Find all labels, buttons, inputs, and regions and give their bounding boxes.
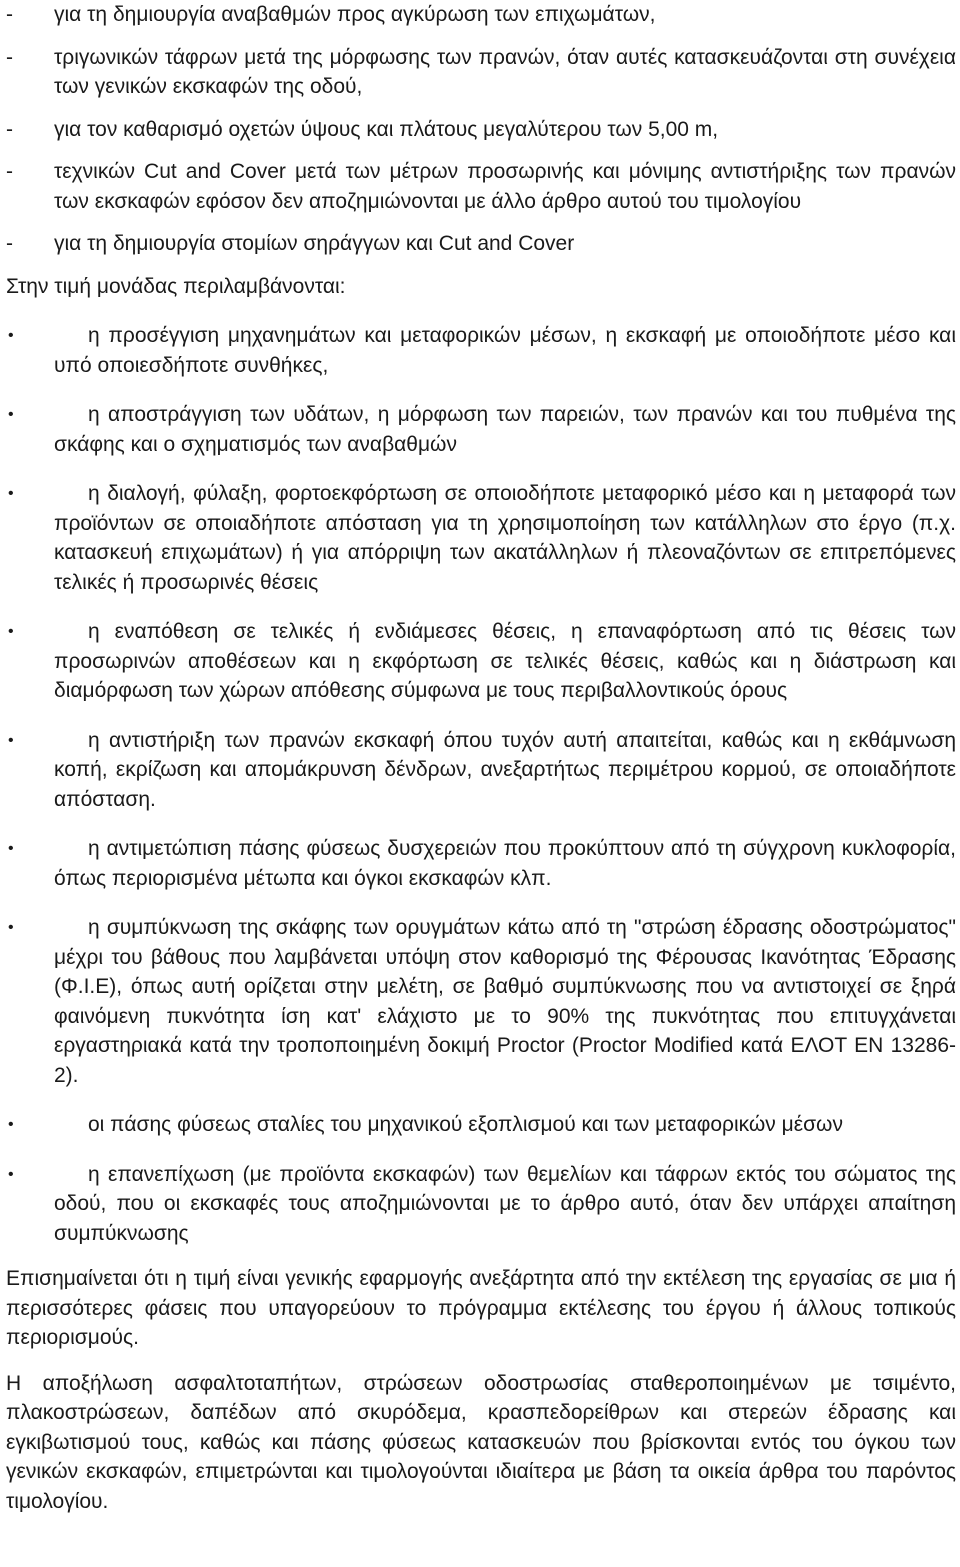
bullet-list-item — [6, 1110, 956, 1140]
bullet-item-text: η εναπόθεση σε τελικές ή ενδιάμεσες θέσεις, η επαναφόρτωση από τις θέσεις των προσωρινών αποθέσεων και η εκφόρτωση σε τελικές θέσεις, καθώς και η διάστρωση και διαμόρφωση των χώρων απόθεσης σύμφωνα με τους περιβαλλοντικούς όρους — [54, 620, 956, 702]
dash-list-item — [6, 157, 956, 216]
bullet-list-item — [6, 1160, 956, 1249]
document-page — [6, 0, 956, 1516]
bullet-marker: • — [8, 1116, 14, 1133]
bullet-item-text: η προσέγγιση μηχανημάτων και μεταφορικών μέσων, η εκσκαφή με οποιοδήποτε μέσο και υπό οποιεσδήποτε συνθήκες, — [54, 324, 956, 377]
bullet-item-text: η επανεπίχωση (με προϊόντα εκσκαφών) των θεμελίων και τάφρων εκτός του σώματος της οδού, που οι εκσκαφές τους αποζημιώνονται με το άρθρο αυτό, όταν δεν υπάρχει απαίτηση συμπύκνωσης — [54, 1162, 956, 1245]
paragraph: Η αποξήλωση ασφαλτοταπήτων, στρώσεων οδοστρωσίας σταθεροποιημένων με τσιμέντο, πλακοστρώσεων, δαπέδων από σκυρόδεμα, κρασπεδορείθρων και στερεών έδρασης και εγκιβωτισμού τους, καθώς και πάσης φύσεως κατασκευών που βρίσκονται εντός του όγκου των γενικών εκσκαφών, επιμετρώνται και τιμολογούνται ιδιαίτερα με βάση τα οικεία άρθρα του παρόντος τιμολογίου. — [6, 1371, 956, 1513]
bullet-marker: • — [8, 406, 14, 423]
paragraph: Επισημαίνεται ότι η τιμή είναι γενικής εφαρμογής ανεξάρτητα από την εκτέλεση της εργασίας σε μια ή περισσότερες φάσεις που υπαγορεύουν το πρόγραμμα εκτέλεσης του έργου ή άλλους τοπικούς περιορισμούς. — [6, 1267, 956, 1349]
dash-item-text: τριγωνικών τάφρων μετά της μόρφωσης των πρανών, όταν αυτές κατασκευάζονται στη συνέχεια των γενικών εκσκαφών της οδού, — [54, 45, 956, 98]
bullet-marker: • — [8, 485, 14, 502]
bullet-item-text: η αποστράγγιση των υδάτων, η μόρφωση των παρειών, των πρανών και του πυθμένα της σκάφης και ο σχηματισμός των αναβαθμών — [54, 403, 956, 456]
bullet-item-text: η αντιστήριξη των πρανών εκσκαφή όπου τυχόν αυτή απαιτείται, καθώς και η εκθάμνωση κοπή, εκρίζωση και απομάκρυνση δένδρων, ανεξαρτήτως περιμέτρου κορμού, σε οποιαδήποτε απόσταση. — [54, 728, 956, 811]
bullet-marker: • — [8, 623, 14, 640]
dash-item-text: για τη δημιουργία αναβαθμών προς αγκύρωση των επιχωμάτων, — [54, 3, 656, 26]
dash-marker: - — [6, 160, 13, 183]
bullet-list-item — [6, 617, 956, 706]
dash-marker: - — [6, 232, 13, 255]
dash-list-item — [6, 115, 956, 145]
bullet-marker: • — [8, 327, 14, 344]
bullet-list-item — [6, 726, 956, 815]
dash-list-item — [6, 0, 956, 30]
dash-marker: - — [6, 117, 13, 141]
bullet-marker: • — [8, 840, 14, 857]
dash-list-item — [6, 229, 956, 259]
bullet-list-item — [6, 913, 956, 1090]
bullet-marker: • — [8, 731, 14, 749]
bullet-list-item — [6, 321, 956, 380]
bullet-list-item — [6, 834, 956, 893]
bullet-item-text: η διαλογή, φύλαξη, φορτοεκφόρτωση σε οποιοδήποτε μεταφορικό μέσο και η μεταφορά των προϊόντων σε οποιαδήποτε απόσταση για τη χρησιμοποίηση των κατάλληλων στο έργο (π.χ. κατασκευή επιχωμάτων) ή για απόρριψη των ακατάλληλων ή πλεοναζόντων σε επιτρεπόμενες τελικές ή προσωρινές θέσεις — [54, 482, 956, 594]
bullet-item-text: η συμπύκνωση της σκάφης των ορυγμάτων κάτω από τη "στρώση έδρασης οδοστρώματος" μέχρι του βάθους που λαμβάνεται υπόψη στον καθορισμό της Φέρουσας Ικανότητας Έδρασης (Φ.Ι.Ε), όπως αυτή ορίζεται στην μελέτη, σε βαθμό συμπύκνωσης που να αντιστοιχεί σε ξηρά φαινόμενη πυκνότητα ίση κατ' ελάχιστο με το 90% της πυκνότητας που επιτυγχάνεται εργαστηριακά κατά την τροποποιημένη δοκιμή Proctor (Proctor Modified κατά ΕΛΟΤ ΕΝ 13286-2). — [54, 916, 956, 1087]
dash-list-item — [6, 43, 956, 102]
bullet-list-item — [6, 479, 956, 597]
bullet-marker: • — [8, 1165, 14, 1183]
bullet-item-text: οι πάσης φύσεως σταλίες του μηχανικού εξοπλισμού και των μεταφορικών μέσων — [88, 1113, 843, 1136]
bullet-marker: • — [8, 919, 14, 936]
dash-item-text: για τον καθαρισμό οχετών ύψους και πλάτους μεγαλύτερου των 5,00 m, — [54, 117, 719, 141]
dash-marker: - — [6, 3, 13, 26]
bullet-list-item — [6, 400, 956, 459]
dash-item-text: τεχνικών Cut and Cover μετά των μέτρων προσωρινής και μόνιμης αντιστήριξης των πρανών των εκσκαφών εφόσον δεν αποζημιώνονται με άλλο άρθρο αυτού του τιμολογίου — [54, 160, 956, 213]
bullet-item-text: η αντιμετώπιση πάσης φύσεως δυσχερειών που προκύπτουν από τη σύγχρονη κυκλοφορία, όπως περιορισμένα μέτωπα και όγκοι εκσκαφών κλπ. — [54, 837, 956, 890]
dash-item-text: για τη δημιουργία στομίων σηράγγων και Cut and Cover — [54, 232, 575, 255]
dash-marker: - — [6, 45, 13, 69]
includes-heading: Στην τιμή μονάδας περιλαμβάνονται: — [6, 274, 346, 298]
